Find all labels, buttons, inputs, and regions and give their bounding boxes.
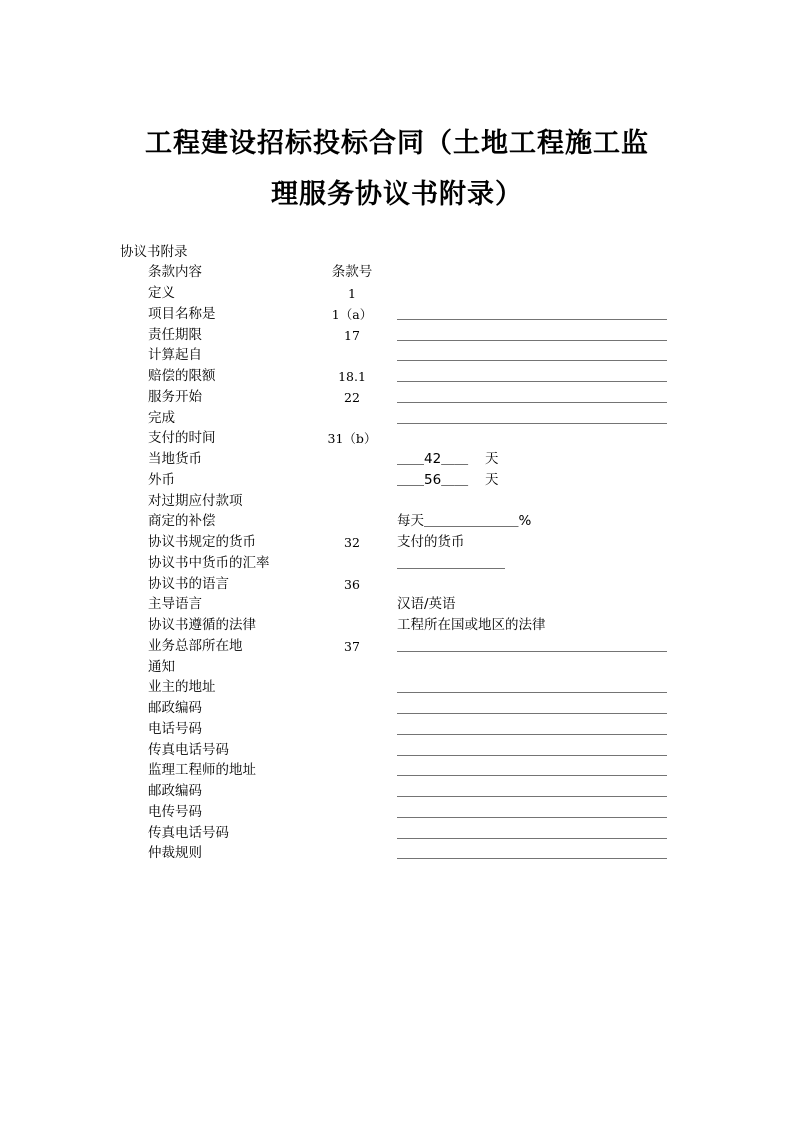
clause-item-label: 监理工程师的地址 bbox=[148, 762, 256, 779]
clause-value: ＿＿＿＿＿＿＿＿＿＿＿＿＿＿＿＿＿＿＿＿ bbox=[397, 347, 667, 364]
table-row bbox=[0, 283, 794, 304]
table-row bbox=[0, 366, 794, 387]
clause-item-label: 对过期应付款项 bbox=[148, 492, 243, 509]
document-title-line-1: 工程建设招标投标合同（土地工程施工监 bbox=[145, 128, 649, 159]
table-row bbox=[0, 428, 794, 449]
table-row bbox=[0, 574, 794, 595]
clause-item-label: 商定的补偿 bbox=[148, 513, 216, 530]
table-row bbox=[0, 387, 794, 408]
clause-value: ＿＿＿＿＿＿＿＿＿＿＿＿＿＿＿＿＿＿＿＿ bbox=[397, 700, 667, 716]
table-row bbox=[0, 719, 794, 740]
clause-item-label: 业主的地址 bbox=[148, 679, 216, 696]
clause-item-label: 协议书的语言 bbox=[148, 575, 229, 592]
table-row bbox=[0, 553, 794, 574]
clause-item-label: 业务总部所在地 bbox=[148, 637, 243, 654]
clause-item-label: 电传号码 bbox=[148, 803, 202, 820]
clause-number: 32 bbox=[344, 535, 360, 550]
clause-item-label: 责任期限 bbox=[148, 326, 202, 343]
clause-value: ＿＿＿＿＿＿＿＿＿＿＿＿＿＿＿＿＿＿＿＿ bbox=[397, 824, 667, 841]
table-header bbox=[0, 262, 794, 283]
clause-item-label: 传真电话号码 bbox=[148, 741, 229, 758]
clause-value: ＿＿56＿＿ bbox=[397, 471, 469, 488]
table-row bbox=[0, 802, 794, 823]
section-heading: 协议书附录 bbox=[120, 244, 188, 260]
clause-value: ＿＿＿＿＿＿＿＿＿＿＿＿＿＿＿＿＿＿＿＿ bbox=[397, 845, 667, 862]
clause-value: ＿＿＿＿＿＿＿＿＿＿＿＿＿＿＿＿＿＿＿＿ bbox=[397, 305, 667, 322]
table-row bbox=[0, 615, 794, 636]
clause-item-label: 仲裁规则 bbox=[148, 845, 202, 862]
clause-value: ＿＿＿＿＿＿＿＿＿＿＿＿＿＿＿＿＿＿＿＿ bbox=[397, 741, 667, 758]
table-row bbox=[0, 760, 794, 781]
clause-value-suffix: 天 bbox=[485, 451, 499, 467]
clause-item-label: 支付的时间 bbox=[148, 430, 216, 447]
table-row bbox=[0, 823, 794, 844]
clause-number: 22 bbox=[344, 389, 360, 405]
clause-value-suffix: 天 bbox=[485, 471, 499, 488]
table-row bbox=[0, 408, 794, 429]
clause-item-label: 项目名称是 bbox=[148, 305, 216, 322]
table-row bbox=[0, 532, 794, 553]
clause-value: 汉语/英语 bbox=[397, 596, 456, 613]
clause-number: 31（b） bbox=[327, 431, 377, 447]
clause-number: 36 bbox=[344, 576, 360, 592]
clause-item-label: 通知 bbox=[148, 658, 175, 675]
table-row bbox=[0, 491, 794, 512]
clause-value: ＿＿42＿＿ bbox=[397, 451, 469, 467]
clause-value: ＿＿＿＿＿＿＿＿ bbox=[397, 554, 505, 571]
clause-item-label: 定义 bbox=[148, 285, 175, 301]
clause-item-label: 完成 bbox=[148, 409, 175, 426]
clause-item-label: 协议书中货币的汇率 bbox=[148, 554, 270, 571]
clause-value: ＿＿＿＿＿＿＿＿＿＿＿＿＿＿＿＿＿＿＿＿ bbox=[397, 720, 667, 737]
table-row bbox=[0, 781, 794, 802]
clause-value: ＿＿＿＿＿＿＿＿＿＿＿＿＿＿＿＿＿＿＿＿ bbox=[397, 409, 667, 426]
clause-item-label: 计算起自 bbox=[148, 347, 202, 364]
clause-value: ＿＿＿＿＿＿＿＿＿＿＿＿＿＿＿＿＿＿＿＿ bbox=[397, 783, 667, 799]
clause-number: 1（a） bbox=[331, 306, 373, 322]
clause-item-label: 服务开始 bbox=[148, 388, 202, 405]
table-row bbox=[0, 657, 794, 678]
table-row bbox=[0, 843, 794, 864]
table-row bbox=[0, 698, 794, 719]
clause-value: ＿＿＿＿＿＿＿＿＿＿＿＿＿＿＿＿＿＿＿＿ bbox=[397, 762, 667, 779]
document-title-line-2: 理服务协议书附录） bbox=[271, 179, 523, 210]
clause-value: ＿＿＿＿＿＿＿＿＿＿＿＿＿＿＿＿＿＿＿＿ bbox=[397, 637, 667, 654]
clause-number: 1 bbox=[348, 286, 356, 301]
clause-item-label: 电话号码 bbox=[148, 720, 202, 737]
table-row bbox=[0, 677, 794, 698]
table-row bbox=[0, 304, 794, 325]
clause-number: 37 bbox=[344, 638, 360, 654]
clause-item-label: 当地货币 bbox=[148, 451, 202, 467]
table-row bbox=[0, 470, 794, 491]
clause-item-label: 主导语言 bbox=[148, 596, 202, 613]
table-row bbox=[0, 636, 794, 657]
table-row bbox=[0, 511, 794, 532]
clause-item-label: 赔偿的限额 bbox=[148, 368, 216, 384]
clause-value: ＿＿＿＿＿＿＿＿＿＿＿＿＿＿＿＿＿＿＿＿ bbox=[397, 388, 667, 405]
clause-value: ＿＿＿＿＿＿＿＿＿＿＿＿＿＿＿＿＿＿＿＿ bbox=[397, 368, 667, 384]
clause-value: ＿＿＿＿＿＿＿＿＿＿＿＿＿＿＿＿＿＿＿＿ bbox=[397, 326, 667, 343]
clause-value: 每天＿＿＿＿＿＿＿% bbox=[397, 513, 532, 530]
table-row bbox=[0, 594, 794, 615]
clause-item-label: 传真电话号码 bbox=[148, 824, 229, 841]
header-clause: 条款号 bbox=[331, 264, 373, 280]
table-row bbox=[0, 325, 794, 346]
clause-value: 工程所在国或地区的法律 bbox=[397, 617, 546, 633]
table-row bbox=[0, 345, 794, 366]
clause-item-label: 外币 bbox=[148, 471, 175, 488]
clause-value: ＿＿＿＿＿＿＿＿＿＿＿＿＿＿＿＿＿＿＿＿ bbox=[397, 679, 667, 696]
clause-item-label: 邮政编码 bbox=[148, 783, 202, 799]
table-row bbox=[0, 740, 794, 761]
header-item: 条款内容 bbox=[148, 264, 202, 280]
clause-item-label: 协议书规定的货币 bbox=[148, 534, 256, 550]
clause-item-label: 协议书遵循的法律 bbox=[148, 617, 256, 633]
clause-item-label: 邮政编码 bbox=[148, 700, 202, 716]
clause-value: ＿＿＿＿＿＿＿＿＿＿＿＿＿＿＿＿＿＿＿＿ bbox=[397, 803, 667, 820]
clause-value: 支付的货币 bbox=[397, 534, 465, 550]
clause-number: 17 bbox=[344, 327, 360, 343]
clause-number: 18.1 bbox=[338, 369, 366, 384]
table-row bbox=[0, 449, 794, 470]
